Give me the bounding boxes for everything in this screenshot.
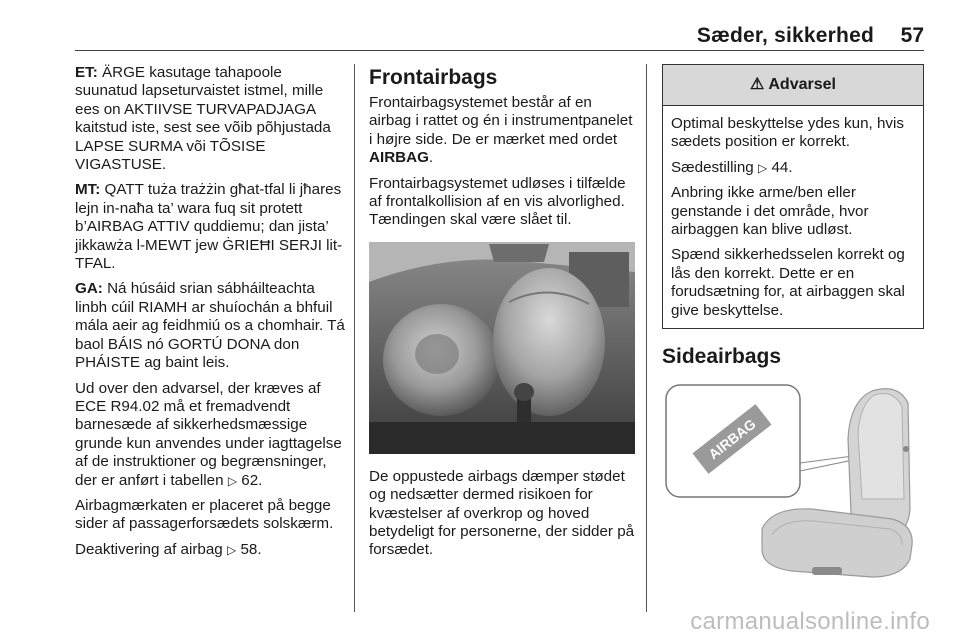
seat-airbag-illustration: [662, 379, 924, 589]
page-ref-icon[interactable]: ▷: [226, 542, 237, 557]
warning-body: [663, 106, 923, 328]
page-ref-icon[interactable]: ▷: [227, 473, 238, 488]
column-middle: [369, 64, 635, 567]
frontairbags-paragraph-1: Frontairbagsystemet består af en airbag i rattet og én i instrumentpanelet i højre side. De er mærket med ordet AIRBAG.: [369, 94, 633, 167]
section-title: Sæder, sikkerhed: [696, 24, 874, 47]
child-seat-paragraph: Ud over den advarsel, der kræves af ECE R94.02 må et fremadvendt barnesæde af sikkerhedsmæssige grunde kun anvendes under iagttagelse af de instruktioner og begrænsninger, der er anført i tabellen ▷ 62.: [75, 379, 342, 489]
frontairbags-paragraph-3: De oppustede airbags dæmper stødet og nedsætter dermed risikoen for kvæstelser af overkrop og hoved betydeligt for personerne, der sidder på forsædet.: [369, 467, 635, 559]
deactivation-paragraph: Deaktivering af airbag ▷ 58.: [75, 540, 262, 558]
column-divider: [646, 64, 647, 612]
warning-box: [662, 64, 924, 329]
warning-header: ⚠ Advarsel: [663, 65, 923, 106]
watermark: carmanualsonline.info: [690, 608, 930, 635]
maltese-warning: MT: QATT tuża trażżin għat-tfal li jħares lejn in-naħa ta’ wara fuq sit protett b’AIRBAG ATTIV quddiemu; dan jista’ jikkawża l-MEWT jew ĠRIEĦI SERJI lit-TFAL.: [75, 181, 343, 273]
label-paragraph: Airbagmærkaten er placeret på begge sider af passagerforsædets solskærm.: [75, 496, 334, 533]
airbag-label-text: AIRBAG: [705, 415, 759, 463]
column-left: [75, 64, 345, 566]
column-right: [662, 64, 924, 589]
frontairbags-heading: Frontairbags: [369, 66, 498, 89]
warning-text-4: Spænd sikkerhedsselen korrekt og lås den korrekt. Dette er en forudsætning for, at airbaggen skal give beskyttelse.: [671, 246, 905, 319]
warning-text-1: Optimal beskyttelse ydes kun, hvis sædets position er korrekt.: [671, 115, 904, 151]
page-number: 57: [900, 24, 924, 47]
warning-triangle-icon: ⚠: [750, 75, 765, 93]
page-header: [0, 0, 960, 50]
page-ref-icon[interactable]: ▷: [757, 160, 768, 175]
warning-text-2: Sædestilling ▷ 44.: [671, 158, 793, 176]
header-rule: [75, 50, 924, 51]
estonian-warning: ET: ÄRGE kasutage tahapoole suunatud lapseturvaistet istmel, mille ees on AKTIIVSE TURVAPADJAGA kaitstud iste, sest see võib põhjustada LAPSE SURMA või TÕSISE VIGASTUSE.: [75, 64, 331, 174]
frontairbags-paragraph-2: Frontairbagsystemet udløses i tilfælde af frontalkollision af en vis alvorlighed. Tændingen skal være slået til.: [369, 174, 626, 229]
deployed-airbags-photo: [369, 242, 635, 454]
sideairbags-heading: Sideairbags: [662, 345, 782, 369]
warning-text-3: Anbring ikke arme/ben eller genstande i det område, hvor airbaggen kan blive udløst.: [671, 184, 869, 239]
column-divider: [354, 64, 355, 612]
irish-warning: GA: Ná húsáid srian sábháilteachta linbh cúil RIAMH ar shuíochán a bhfuil mála aeir ag feidhmiú os a chomhair. Tá baol BÁIS nó GORTÚ DONA don PHÁISTE ag baint leis.: [75, 280, 345, 372]
